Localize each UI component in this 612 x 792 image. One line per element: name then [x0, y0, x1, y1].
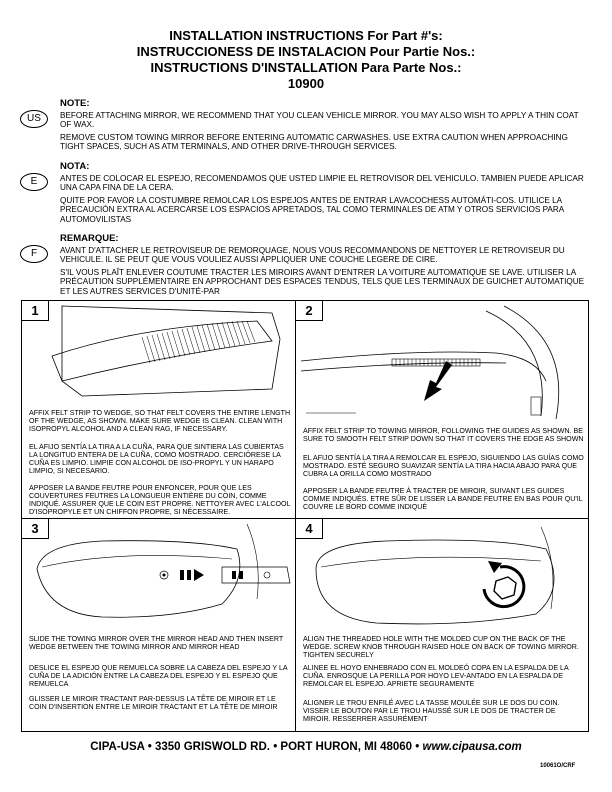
- note-us-p2: REMOVE CUSTOM TOWING MIRROR BEFORE ENTERING AUTOMATIC CARWASHES. USE EXTRA CAUTION WHEN APPROACHING TIGHT SPACES, SUCH AS ATM TERMINALS, AND OTHER DRIVE-THROUGH SERVICES.: [60, 133, 568, 152]
- step-1-text-es: EL AFIJO SENTÍA LA TIRA A LA CUÑA, PARA QUE SINTIERA LAS CUBIERTAS LA LONGITUD ENTERA DE LA CUÑA, COMO MOSTRADO. CERCIÓRESE LA CUÑA ES LIMPIO. LIMPIE CON ALCOHOL DE ISO-PROPYL Y UN HARAPO LIMPIO, SI NECESARIO.: [29, 443, 284, 475]
- step-4-text-es: ALINEE EL HOYO ENHEBRADO CON EL MOLDEÓ COPA EN LA ESPALDA DE LA CUÑA. ENROSQUE LA PERILLA POR HOYO LEV-ANTADO EN LA ESPALDA DE REMOLCAR EL ESPEJO. APRIETE SEGURAMENTE: [303, 664, 569, 688]
- step-4-panel: [296, 519, 589, 732]
- step-4-illustration: [296, 519, 589, 631]
- footer-bullet: •: [273, 741, 278, 753]
- footer-company: CIPA-USA: [90, 741, 145, 753]
- step-2-panel: [296, 301, 589, 518]
- note-title-es: NOTA:: [60, 161, 90, 172]
- note-es-p2: QUITE POR FAVOR LA COSTUMBRE REMOLCAR LOS ESPEJOS ANTES DE ENTRAR LAVACOCHESS AUTOMÁTI-COS. UTILICE LA PRECAUCIÓN EXTRA AL ACERCARSE LOS ESPACIOS APRETADOS, TAL COMO TERMINALES DE ATM Y OTROS SERVICIOS PARA AUTOMOVILISTAS: [60, 196, 564, 224]
- step-4-text-fr: ALIGNER LE TROU ENFILÉ AVEC LA TASSE MOULÉE SUR LE DOS DU COIN. VISSER LE BOUTON PAR LE TROU HAUSSÉ SUR LE DOS DE TRACTER DE MIROIR. RESSERRER ASSURÉMENT: [303, 699, 560, 723]
- note-us-p1: BEFORE ATTACHING MIRROR, WE RECOMMEND THAT YOU CLEAN VEHICLE MIRROR. YOU MAY ALSO WISH TO APPLY A THIN COAT OF WAX.: [60, 111, 579, 130]
- title-line-1: INSTALLATION INSTRUCTIONS For Part #'s:: [169, 28, 443, 43]
- step-1-text-fr: APPOSER LA BANDE FEUTRE POUR ENFONCER, POUR QUE LES COUVERTURES FEUTRES LA LONGUEUR ENTIÈRE DU COIN, COMME INDIQUÉ. ASSURER QUE LE COIN EST PROPRE. NETTOYER AVEC L'ALCOOL D'ISOPROPYLE ET UN CHIFFON PROPRE, SI NÉCESSAIRE.: [29, 484, 291, 516]
- step-3-panel: [22, 519, 295, 732]
- lang-badge-fr: F: [20, 245, 48, 263]
- step-3-illustration: [22, 519, 295, 629]
- footer-website: www.cipausa.com: [422, 741, 522, 753]
- footer-street: 3350 GRISWOLD RD.: [154, 741, 270, 753]
- note-fr-p1: AVANT D'ATTACHER LE RETROVISEUR DE REMORQUAGE, NOUS VOUS RECOMMANDONS DE NETTOYER LE RETROVISEUR DU VEHICULE. IL SE PEUT QUE VOUS VOULIEZ AUSSI APPLIQUER UNE COUCHE LEGERE DE CIRE.: [60, 246, 565, 265]
- step-2-number: 2: [296, 301, 323, 321]
- step-2-illustration: [296, 301, 589, 421]
- part-number: 10900: [287, 76, 325, 91]
- step-1-number: 1: [22, 301, 49, 321]
- footer-city: PORT HURON, MI 48060: [280, 741, 413, 753]
- step-2-text-en: AFFIX FELT STRIP TO TOWING MIRROR, FOLLOWING THE GUIDES AS SHOWN. BE SURE TO SMOOTH FELT STRIP DOWN SO THAT IT COVERS THE EDGE AS SHOWN: [303, 427, 584, 443]
- title-line-2: INSTRUCCIONESS DE INSTALACION Pour Partie Nos.:: [136, 44, 476, 59]
- title-line-3: INSTRUCTIONS D'INSTALLATION Para Parte Nos.:: [150, 60, 462, 75]
- step-3-text-en: SLIDE THE TOWING MIRROR OVER THE MIRROR HEAD AND THEN INSERT WEDGE BETWEEN THE TOWING MIRROR AND MIRROR HEAD: [29, 635, 284, 651]
- note-es-p1: ANTES DE COLOCAR EL ESPEJO, RECOMENDAMOS QUE USTED LIMPIE EL RETROVISOR DEL VEHICULO. TAMBIEN PUEDE APLICAR UNA CAPA FINA DE LA CERA.: [60, 174, 584, 193]
- step-1-panel: [22, 301, 295, 518]
- step-3-number: 3: [22, 519, 49, 539]
- step-2-text-es: EL AFIJO SENTÍA LA TIRA A REMOLCAR EL ESPEJO, SIGUIENDO LAS GUÍAS COMO MOSTRADO. ESTÉ SEGURO SUAVIZAR SENTÍA LA TIRA HACIA ABAJO PARA QUE CUBRA LA ORILLA COMO MOSTRADO: [303, 454, 584, 478]
- step-3-text-fr: GLISSER LE MIROIR TRACTANT PAR-DESSUS LA TÊTE DE MIROIR ET LE COIN D'INSERTION ENTRE LE MIROIR TRACTANT ET LA TÊTE DE MIROIR: [29, 695, 278, 711]
- steps-grid: [21, 300, 589, 732]
- footer-bullet: •: [147, 741, 152, 753]
- note-fr-p2: S'IL VOUS PLAÎT ENLEVER COUTUME TRACTER LES MIROIRS AVANT D'ENTRER LA VOITURE AUTOMATIQUE SE LAVE. UTILISER LA PRÉCAUTION SUPPLÉMENTAIRE EN APPROCHANT DES ESPACES TENDUS, TELS QUE LES TERMINAUX DE GUICHET AUTOMATIQUE ET LES AUTRES SERVICES D'UNITÉ-PAR: [60, 268, 585, 296]
- step-3-text-es: DESLICE EL ESPEJO QUE REMUELCA SOBRE LA CABEZA DEL ESPEJO Y LA CUÑA DE LA ADICIÓN ENTRE LA CABEZA DEL ESPEJO Y EL ESPEJO QUE REMUELCA: [29, 664, 288, 688]
- step-2-text-fr: APPOSER LA BANDE FEUTRE À TRACTER DE MIROIR, SUIVANT LES GUIDES COMME INDIQUÉS. ETRE SÛR DE LISSER LA BANDE FEUTRE EN BAS POUR QU'IL COUVRE LE BORD COMME INDIQUÉ: [303, 487, 583, 511]
- step-4-number: 4: [296, 519, 323, 539]
- step-4-text-en: ALIGN THE THREADED HOLE WITH THE MOLDED CUP ON THE BACK OF THE WEDGE. SCREW KNOB THROUGH RAISED HOLE ON BACK OF TOWING MIRROR. TIGHTEN SECURELY: [303, 635, 579, 659]
- document-code: 10061O/CRF: [540, 763, 576, 769]
- lang-badge-es: E: [20, 173, 48, 191]
- step-1-text-en: AFFIX FELT STRIP TO WEDGE, SO THAT FELT COVERS THE ENTIRE LENGTH OF THE WEDGE, AS SHOWN. MAKE SURE WEDGE IS CLEAN. CLEAN WITH ISOPROPYL ALCOHOL AND A CLEAN RAG, IF NECESSARY.: [29, 409, 291, 433]
- footer-address: [0, 741, 612, 753]
- step-1-illustration: [22, 301, 295, 401]
- footer-bullet: •: [415, 741, 420, 753]
- note-title-us: NOTE:: [60, 98, 90, 109]
- note-title-fr: REMARQUE:: [60, 233, 119, 244]
- lang-badge-us: US: [20, 110, 48, 128]
